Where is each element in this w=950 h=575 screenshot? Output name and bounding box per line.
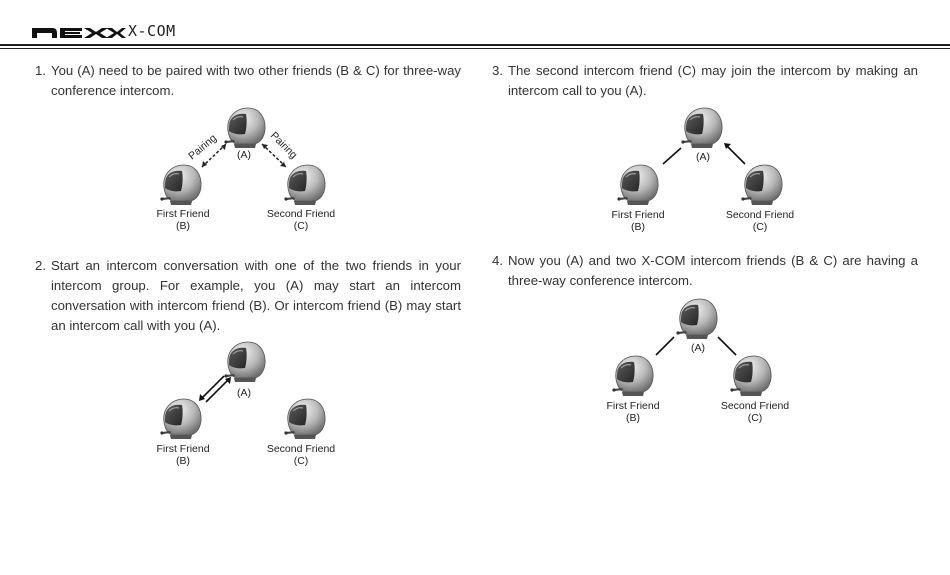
label-second-friend: Second Friend [266, 208, 336, 220]
helmet-b-icon [617, 165, 658, 205]
step-text: Now you (A) and two X-COM intercom friends (B & C) are having a three-way conference intercom. [508, 253, 918, 288]
link-a-b [656, 337, 674, 355]
helmet-a-icon [676, 299, 717, 339]
helmet-a-icon [224, 108, 265, 148]
header-rule-thick [0, 44, 950, 46]
label-a: (A) [691, 342, 705, 354]
label-first-friend: First Friend [156, 443, 210, 455]
nexx-logo [30, 24, 126, 40]
step-text: Start an intercom conversation with one of the two friends in your intercom group. For example, you (A) may start an intercom conversation with intercom friend (B). Or intercom friend (B) may start an intercom call with you (A). [51, 258, 461, 333]
step-2 [35, 256, 461, 336]
label-a: (A) [237, 387, 251, 399]
label-b: (B) [176, 455, 190, 467]
label-c: (C) [747, 412, 763, 424]
step-text: The second intercom friend (C) may join the intercom by making an intercom call to you (A). [508, 63, 918, 98]
step-text: You (A) need to be paired with two other friends (B & C) for three-way conference intercom. [51, 63, 461, 98]
intercom-diagram-two-way [150, 336, 350, 468]
helmet-a-icon [224, 342, 265, 382]
label-b: (B) [626, 412, 640, 424]
label-a: (A) [696, 151, 710, 163]
helmet-c-icon [284, 399, 325, 439]
step-3 [492, 61, 918, 101]
pairing-diagram [150, 102, 350, 234]
helmet-b-icon [160, 399, 201, 439]
step-number: 2. [35, 258, 46, 273]
pairing-text-left: Pairing [186, 132, 219, 163]
label-first-friend: First Friend [611, 209, 665, 221]
label-second-friend: Second Friend [720, 400, 790, 412]
label-second-friend: Second Friend [725, 209, 795, 221]
step-number: 1. [35, 63, 46, 78]
intercom-diagram-join [605, 102, 805, 234]
label-b: (B) [176, 220, 190, 232]
helmet-a-icon [681, 108, 722, 148]
link-a-c [718, 337, 736, 355]
label-b: (B) [631, 221, 645, 233]
helmet-c-icon [730, 356, 771, 396]
call-arrow-c-to-a [727, 146, 745, 164]
pairing-text-right: Pairing [267, 129, 300, 162]
helmet-c-icon [741, 165, 782, 205]
link-a-b [663, 148, 681, 164]
header-rule-thin [0, 48, 950, 49]
label-c: (C) [293, 220, 309, 232]
step-number: 4. [492, 253, 503, 268]
conference-diagram [600, 293, 800, 425]
step-number: 3. [492, 63, 503, 78]
page-header [0, 0, 950, 50]
label-first-friend: First Friend [156, 208, 210, 220]
label-c: (C) [752, 221, 768, 233]
label-first-friend: First Friend [606, 400, 660, 412]
step-1 [35, 61, 461, 101]
product-title: X-COM [128, 22, 176, 40]
label-second-friend: Second Friend [266, 443, 336, 455]
helmet-c-icon [284, 165, 325, 205]
helmet-b-icon [160, 165, 201, 205]
helmet-b-icon [612, 356, 653, 396]
step-4 [492, 251, 918, 291]
label-c: (C) [293, 455, 309, 467]
label-a: (A) [237, 149, 251, 161]
